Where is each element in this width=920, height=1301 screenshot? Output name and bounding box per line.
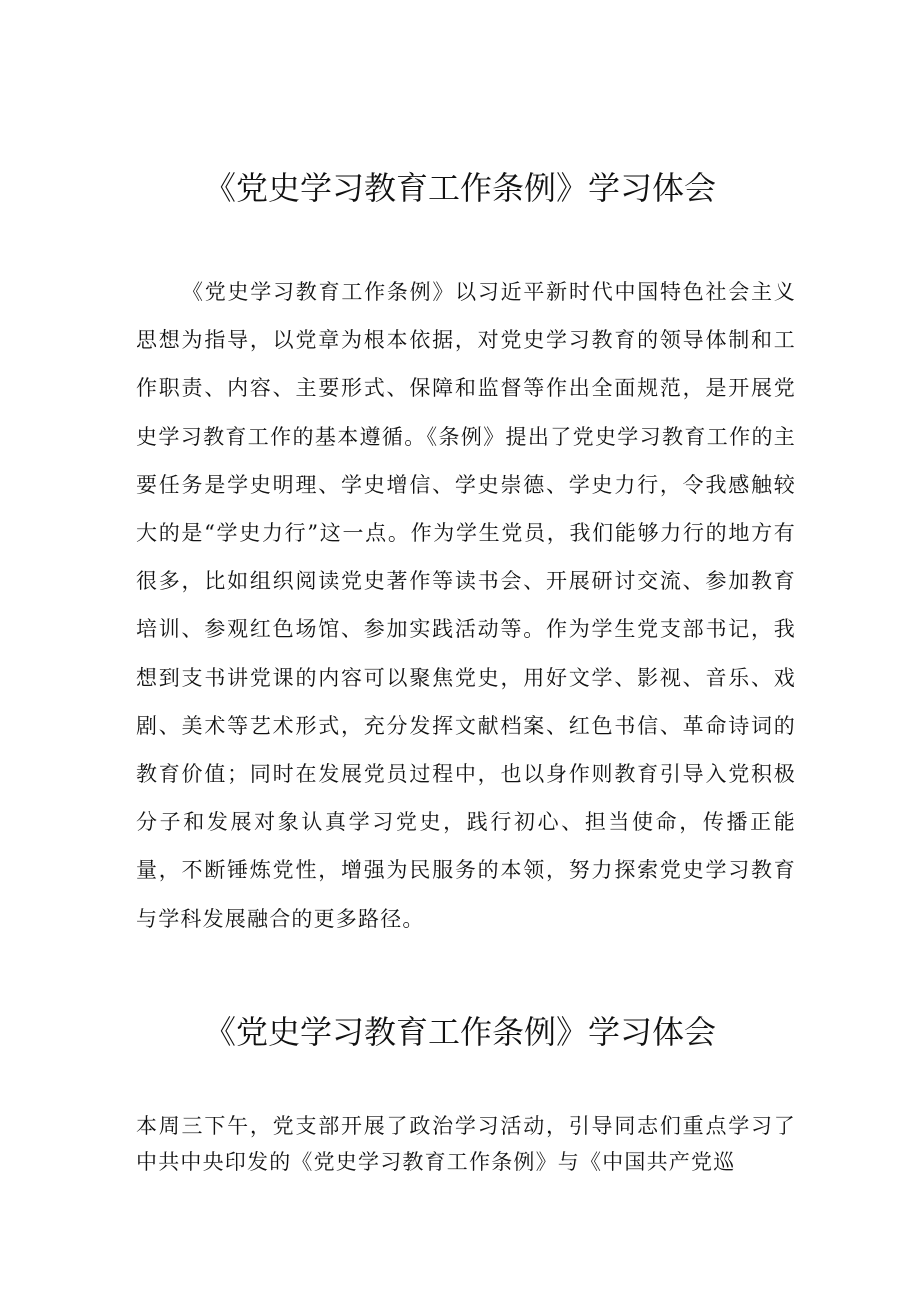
section-2-body: 本周三下午，党支部开展了政治学习活动，引导同志们重点学习了中共中央印发的《党史学习教育工作条例》与《中国共产党巡	[136, 1114, 796, 1174]
section-1-title: 《党史学习教育工作条例》学习体会	[203, 169, 716, 207]
section-2-title: 《党史学习教育工作条例》学习体会	[203, 1013, 716, 1051]
section-1-body: 《党史学习教育工作条例》以习近平新时代中国特色社会主义思想为指导，以党章为根本依据，对党史学习教育的领导体制和工作职责、内容、主要形式、保障和监督等作出全面规范，是开展党史学习教育工作的基本遵循。《条例》提出了党史学习教育工作的主要任务是学史明理、学史增信、学史崇德、学史力行，令我感触较大的是“学史力行”这一点。作为学生党员，我们能够力行的地方有很多，比如组织阅读党史著作等读书会、开展研讨交流、参加教育培训、参观红色场馆、参加实践活动等。作为学生党支部书记，我想到支书讲党课的内容可以聚焦党史，用好文学、影视、音乐、戏剧、美术等艺术形式，充分发挥文献档案、红色书信、革命诗词的教育价值；同时在发展党员过程中，也以身作则教育引导入党积极分子和发展对象认真学习党史，践行初心、担当使命，传播正能量，不断锤炼党性，增强为民服务的本领，努力探索党史学习教育与学科发展融合的更多路径。	[136, 280, 796, 931]
